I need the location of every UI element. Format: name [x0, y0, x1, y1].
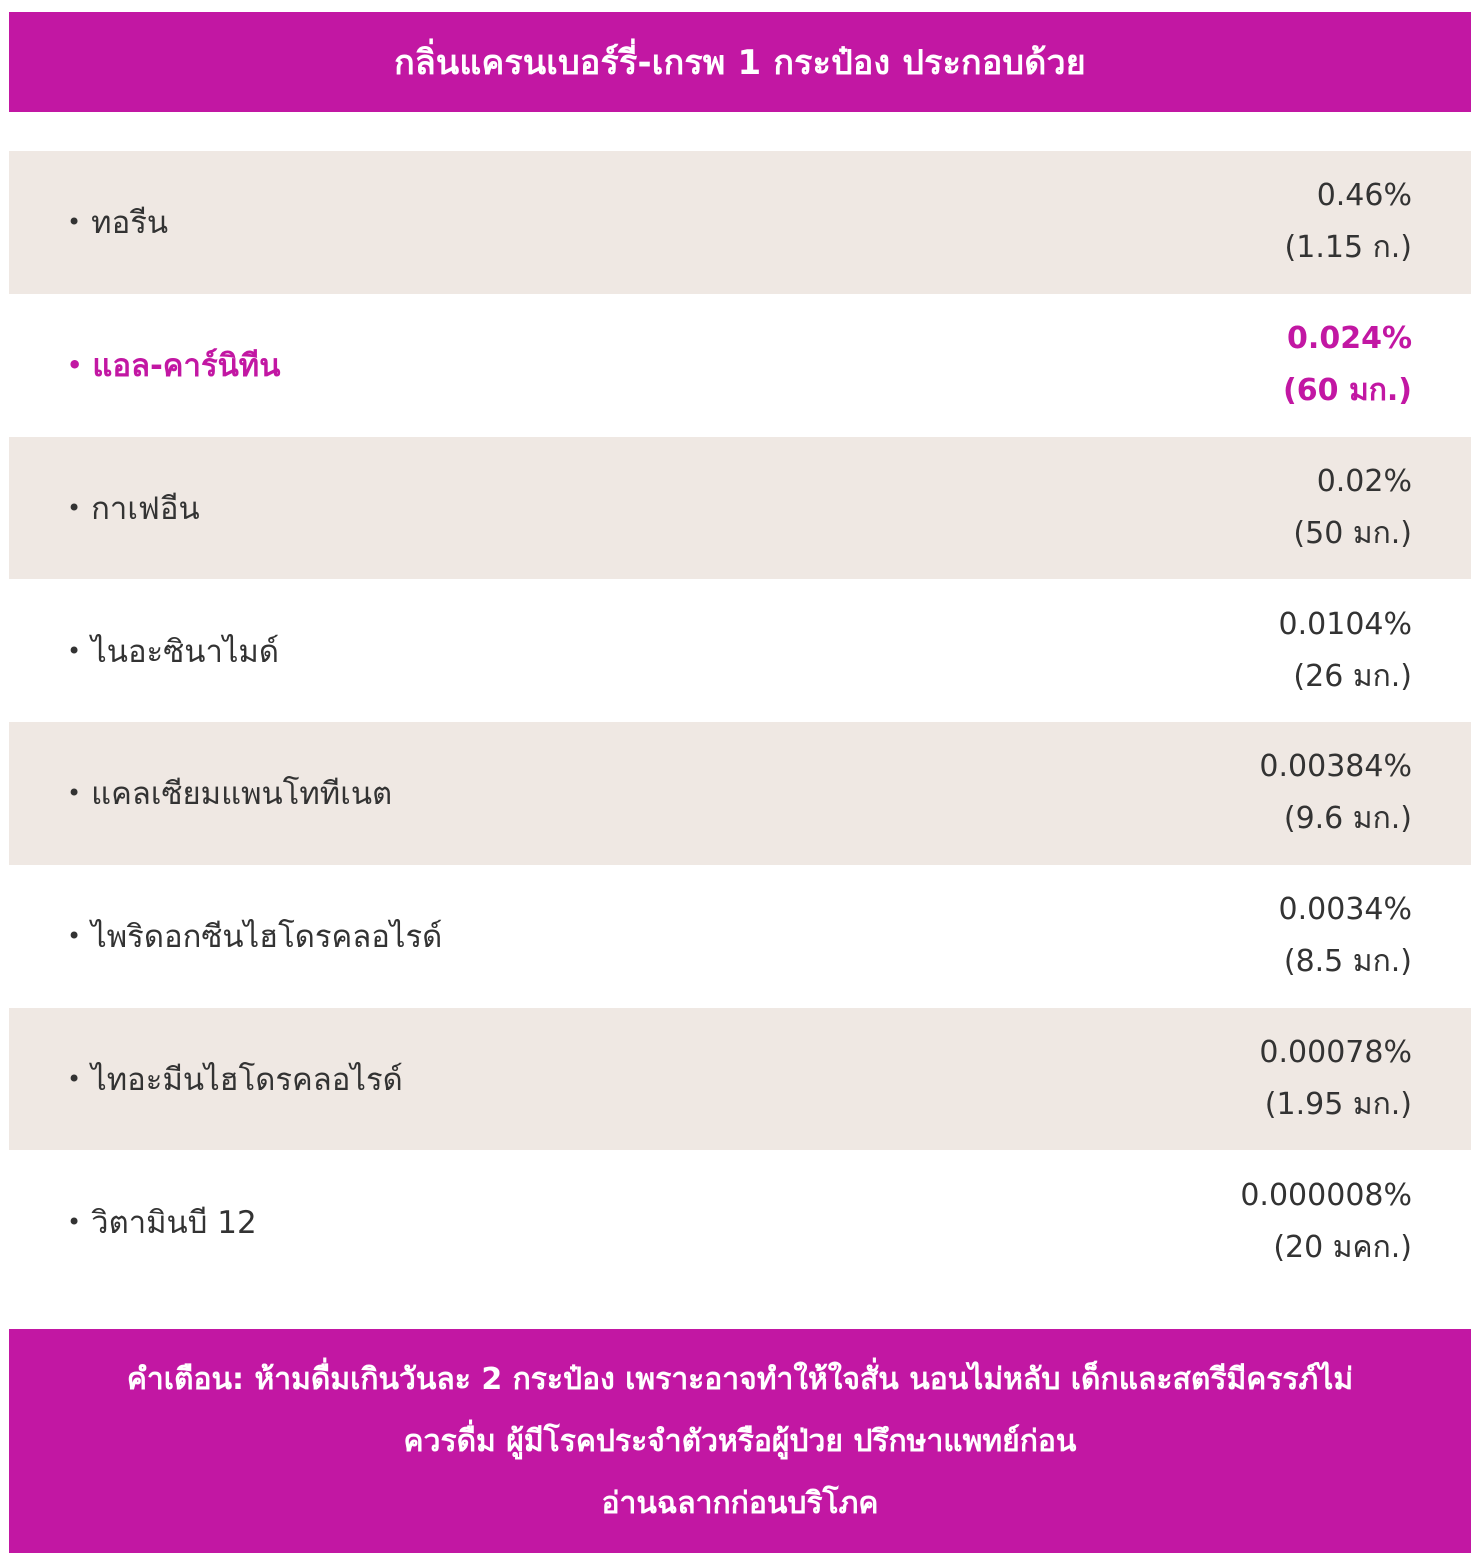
ingredient-percent: 0.00384% — [1259, 749, 1412, 785]
bullet-icon: • — [67, 922, 82, 951]
bullet-icon: • — [67, 208, 82, 237]
ingredient-amount — [1259, 741, 1412, 845]
ingredient-percent: 0.46% — [1316, 178, 1412, 214]
ingredient-row-thiamine — [9, 1008, 1471, 1151]
warning-line-2: ควรดื่ม ผู้มีโรคประจำตัวหรือผู้ป่วย ปรึกษาแพทย์ก่อน — [403, 1424, 1077, 1459]
ingredient-name: • ไทอะมีนไฮโดรคลอไรด์ — [67, 1061, 403, 1098]
header-title: กลิ่นแครนเบอร์รี่-เกรพ 1 กระป๋อง ประกอบด้วย — [394, 43, 1086, 83]
ingredient-percent: 0.024% — [1287, 321, 1412, 357]
warning-box — [9, 1329, 1471, 1553]
ingredient-percent: 0.000008% — [1240, 1177, 1412, 1213]
ingredient-amount — [1240, 1170, 1412, 1274]
ingredient-name: • ทอรีน — [67, 205, 169, 242]
warning-line-1: คำเตือน: ห้ามดื่มเกินวันละ 2 กระป๋อง เพราะอาจทำให้ใจสั่น นอนไม่หลับ เด็กและสตรีมีครรภ์ไม่ — [126, 1362, 1354, 1397]
bullet-icon: • — [67, 1064, 82, 1093]
ingredient-name: • แอล-คาร์นิทีน — [67, 348, 281, 385]
ingredient-amount — [1259, 1027, 1412, 1131]
ingredient-name: • ไพริดอกซีนไฮโดรคลอไรด์ — [67, 919, 443, 956]
ingredient-percent: 0.0104% — [1278, 606, 1412, 642]
ingredient-row-pyridoxine — [9, 865, 1471, 1008]
ingredient-percent: 0.02% — [1316, 463, 1412, 499]
ingredient-quantity: (9.6 มก.) — [1283, 801, 1412, 837]
ingredient-name: • วิตามินบี 12 — [67, 1204, 257, 1241]
warning-line-3: อ่านฉลากก่อนบริโภค — [601, 1486, 879, 1521]
ingredient-row-calcium-pantothenate — [9, 722, 1471, 865]
ingredient-row-l-carnitine — [9, 294, 1471, 437]
ingredient-quantity: (1.15 ก.) — [1284, 230, 1412, 266]
bullet-icon: • — [67, 636, 82, 665]
ingredient-quantity: (20 มคก.) — [1273, 1229, 1412, 1265]
ingredient-amount — [1285, 170, 1412, 274]
ingredient-name: • แคลเซียมแพนโททีเนต — [67, 776, 393, 813]
ingredient-row-taurine — [9, 151, 1471, 294]
ingredient-name: • กาเฟอีน — [67, 490, 200, 527]
ingredient-amount — [1283, 313, 1412, 417]
ingredient-amount — [1279, 599, 1412, 703]
ingredient-quantity: (60 มก.) — [1283, 373, 1412, 409]
bullet-icon: • — [67, 351, 83, 380]
ingredient-row-niacinamide — [9, 579, 1471, 722]
ingredient-quantity: (1.95 มก.) — [1264, 1086, 1412, 1122]
ingredient-name: • ไนอะซินาไมด์ — [67, 633, 280, 670]
ingredient-quantity: (8.5 มก.) — [1283, 944, 1412, 980]
ingredient-row-vitamin-b12 — [9, 1150, 1471, 1293]
ingredients-header — [9, 12, 1471, 112]
bullet-icon: • — [67, 493, 82, 522]
bullet-icon: • — [67, 779, 82, 808]
ingredient-row-caffeine — [9, 437, 1471, 580]
bullet-icon: • — [67, 1207, 82, 1236]
ingredient-quantity: (50 มก.) — [1293, 515, 1412, 551]
ingredient-percent: 0.0034% — [1278, 892, 1412, 928]
ingredient-amount — [1293, 456, 1412, 560]
ingredient-quantity: (26 มก.) — [1293, 658, 1412, 694]
ingredient-table — [9, 151, 1471, 1293]
ingredient-amount — [1279, 884, 1412, 988]
ingredient-percent: 0.00078% — [1259, 1034, 1412, 1070]
